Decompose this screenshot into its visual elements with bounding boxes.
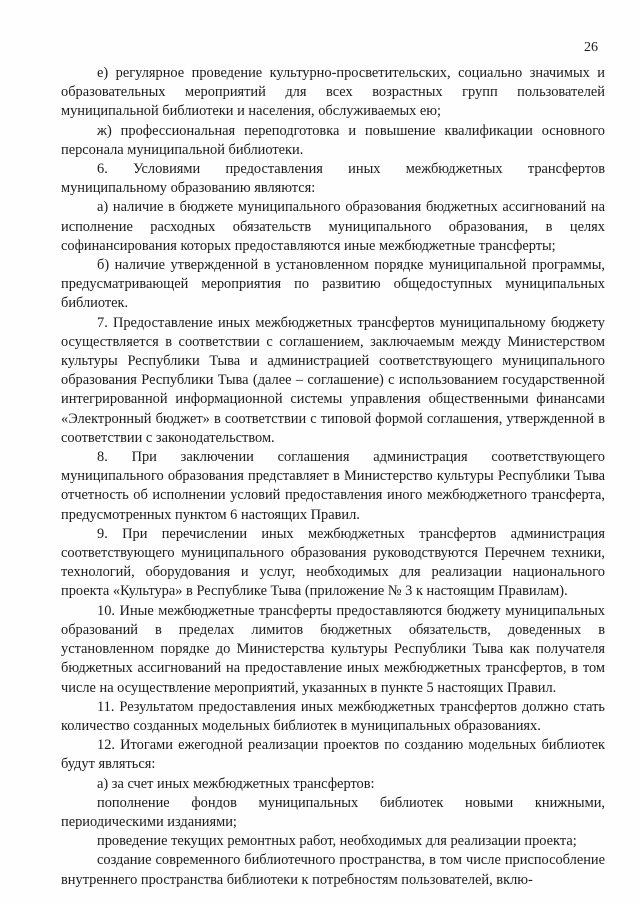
paragraph-12: 12. Итогами ежегодной реализации проектов по созданию модельных библиотек будут являться: bbox=[61, 737, 605, 773]
list-item-repairs: проведение текущих ремонтных работ, необходимых для реализации проекта; bbox=[97, 833, 577, 850]
paragraph-9: 9. При перечислении иных межбюджетных трансфертов администрация соответствующего муниципального образования руководствуются Перечнем техники, технологий, оборудования и услуг, необходимых для реализации национального проекта «Культура» в Республике Тыва (приложение № 3 к настоящим Правилам). bbox=[61, 525, 605, 600]
page-number: 26 bbox=[584, 40, 598, 55]
list-item-replenishment: пополнение фондов муниципальных библиотек новыми книжными, периодическими изданиями; bbox=[61, 794, 605, 830]
paragraph-12a: а) за счет иных межбюджетных трансфертов: bbox=[97, 775, 375, 792]
paragraph-8: 8. При заключении соглашения администрация соответствующего муниципального образования представляет в Министерство культуры Республики Тыва отчетность об исполнении условий предоставления иного межбюджетного трансферта, предусмотренных пунктом 6 настоящих Правил. bbox=[61, 449, 605, 523]
paragraph-6a: а) наличие в бюджете муниципального образования бюджетных ассигнований на исполнение расходных обязательств муниципального образования, в целях софинансирования которых предоставляются иные межбюджетные трансферты; bbox=[61, 199, 605, 254]
body-text bbox=[61, 64, 605, 890]
paragraph-6b: б) наличие утвержденной в установленном порядке муниципальной программы, предусматривающей мероприятия по развитию общедоступных муниципальных библиотек. bbox=[61, 257, 605, 312]
paragraph-6: 6. Условиями предоставления иных межбюджетных трансфертов муниципальному образованию являются: bbox=[61, 161, 605, 197]
paragraph-e: е) регулярное проведение культурно-просветительских, социально значимых и образовательных мероприятий для всех возрастных групп пользователей муниципальной библиотеки и населения, обслуживаемых ею; bbox=[61, 65, 605, 120]
list-item-space: создание современного библиотечного пространства, в том числе приспособление внутреннего пространства библиотеки к потребностям пользователей, вклю- bbox=[61, 852, 605, 888]
paragraph-7: 7. Предоставление иных межбюджетных трансфертов муниципальному бюджету осуществляется в соответствии с соглашением, заключаемым между Министерством культуры Республики Тыва и администрацией соответствующего муниципального образования Республики Тыва (далее – соглашение) с использованием государственной интегрированной информационной системы управления общественными финансами «Электронный бюджет» в соответствии с типовой формой соглашения, утвержденной в соответствии с законодательством. bbox=[61, 314, 605, 446]
paragraph-10: 10. Иные межбюджетные трансферты предоставляются бюджету муниципальных образований в пределах лимитов бюджетных обязательств, доведенных в установленном порядке до Министерства культуры Республики Тыва как получателя бюджетных ассигнований на предоставление иных межбюджетных трансфертов, в том числе на осуществление мероприятий, указанных в пункте 5 настоящих Правил. bbox=[61, 602, 605, 696]
paragraph-zh: ж) профессиональная переподготовка и повышение квалификации основного персонала муниципальной библиотеки. bbox=[61, 122, 605, 158]
paragraph-11: 11. Результатом предоставления иных межбюджетных трансфертов должно стать количество созданных модельных библиотек в муниципальных образованиях. bbox=[61, 698, 605, 734]
